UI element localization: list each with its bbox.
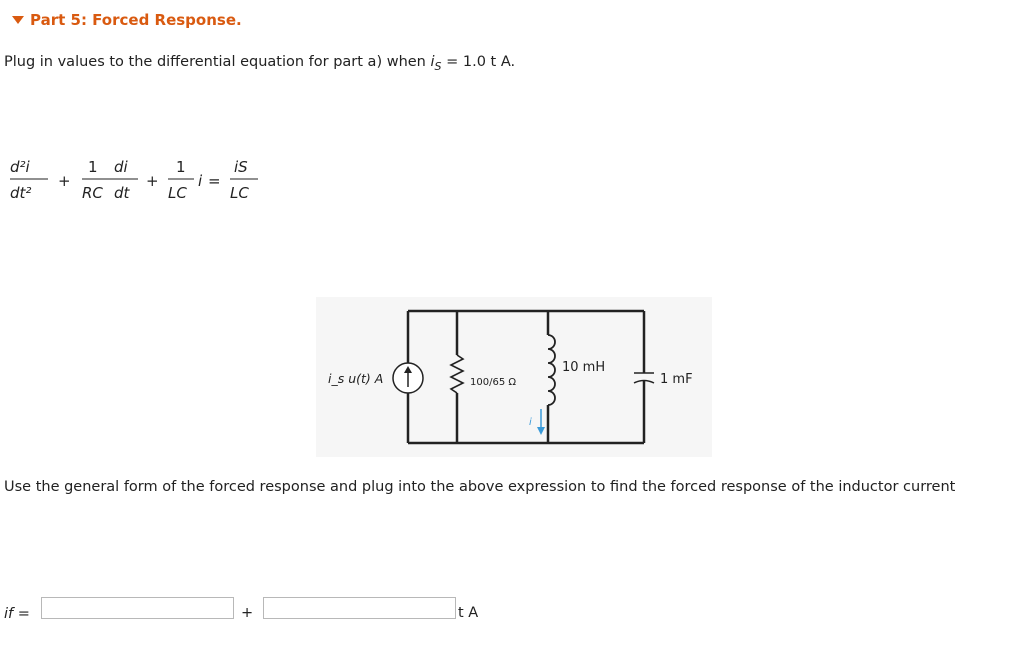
eq-plus-1: + (58, 172, 71, 190)
answer-label (4, 606, 30, 622)
differential-equation (8, 152, 278, 212)
source-label: i_s u(t) A (328, 371, 384, 386)
part-title: Part 5: Forced Response. (30, 11, 242, 29)
eq-term3-den: LC (168, 184, 187, 202)
current-arrow-icon (537, 409, 545, 435)
circuit-diagram (316, 297, 712, 457)
caret-down-icon (12, 16, 24, 24)
answer-var: if (4, 606, 14, 622)
resistor-label: 100/65 Ω (470, 377, 517, 388)
eq-plus-2: + (146, 172, 159, 190)
prompt-var: i (430, 54, 435, 70)
answer-coefficient-input[interactable] (263, 597, 456, 619)
eq-rhs-den: LC (230, 184, 249, 202)
eq-term3-num: 1 (176, 158, 186, 176)
instructions-text: Use the general form of the forced response and plug into the above expression to find the forced response of the inductor current (4, 479, 956, 495)
prompt-before: Plug in values to the differential equation for part a) when (4, 54, 431, 70)
eq-term1-num: d²i (10, 158, 30, 176)
answer-equals: = (17, 606, 30, 622)
eq-term3-i: i (198, 172, 203, 190)
eq-equals: = (208, 172, 221, 190)
prompt-after: = 1.0 t A. (441, 54, 516, 70)
prompt-sub: S (434, 59, 442, 73)
eq-term2b-den: dt (114, 184, 130, 202)
eq-rhs-num: iS (234, 158, 248, 176)
part-5-toggle[interactable] (12, 11, 242, 29)
eq-term2-num: 1 (88, 158, 98, 176)
eq-term2b-num: di (114, 158, 128, 176)
answer-constant-input[interactable] (41, 597, 234, 619)
capacitor-label: 1 mF (660, 372, 693, 387)
eq-term1-den: dt² (10, 184, 32, 202)
answer-unit: t A (458, 605, 479, 621)
eq-term2-den: RC (82, 184, 103, 202)
current-source-icon (393, 363, 423, 393)
current-label: i (529, 417, 532, 428)
answer-plus: + (241, 605, 254, 621)
inductor-label: 10 mH (562, 360, 606, 375)
prompt-text (4, 54, 515, 73)
